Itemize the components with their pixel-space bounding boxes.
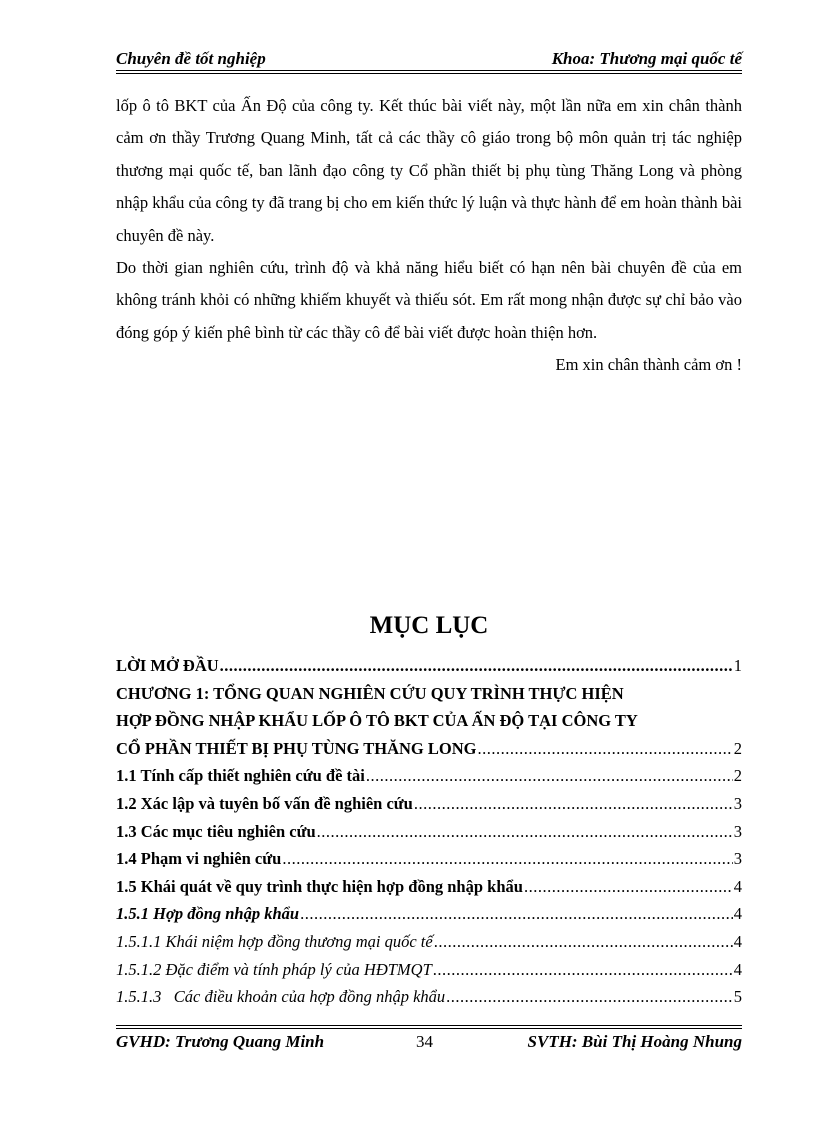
- toc-entry-text: 1.2 Xác lập và tuyên bố vấn đề nghiên cứu: [116, 793, 413, 813]
- page-number: 34: [416, 1032, 433, 1051]
- footer-right-text: SVTH: Bùi Thị Hoàng Nhung: [527, 1032, 742, 1051]
- toc-chapter-line-2[interactable]: HỢP ĐỒNG NHẬP KHẨU LỐP Ô TÔ BKT CỦA ẤN ĐỘ TẠI CÔNG TY: [116, 711, 638, 731]
- toc-entry-intro[interactable]: [116, 652, 742, 680]
- toc-entry-page: 3: [733, 821, 742, 841]
- toc-entry-page: 1: [733, 656, 742, 675]
- toc-leader-dots: [446, 983, 733, 1011]
- header-rule-thin: [116, 73, 742, 74]
- thanks-line: Em xin chân thành cảm ơn !: [555, 355, 742, 375]
- toc-entry-text: 1.5.1.1 Khái niệm hợp đồng thương mại quốc tế: [116, 931, 433, 951]
- toc-entry-text: 1.4 Phạm vi nghiên cứu: [116, 849, 282, 869]
- toc-entry-text: 1.1 Tính cấp thiết nghiên cứu đề tài: [116, 766, 365, 786]
- toc-entry-1-1[interactable]: [116, 762, 742, 790]
- toc-leader-dots: [477, 735, 732, 763]
- toc-entry-text: 1.5.1.2 Đặc điểm và tính pháp lý của HĐTMQT: [116, 959, 432, 979]
- toc-entry-page: 2: [733, 738, 742, 758]
- toc-leader-dots: [220, 652, 733, 680]
- toc-entry-1-5-1-3[interactable]: [116, 983, 742, 1011]
- footer-left-text: GVHD: Trương Quang Minh: [116, 1032, 325, 1051]
- body-text: [116, 90, 742, 382]
- toc-entry-text: 1.5.1 Hợp đồng nhập khẩu: [116, 904, 300, 924]
- toc-entry-1-5-1-1[interactable]: [116, 928, 742, 956]
- footer-rule-thick: [116, 1028, 742, 1029]
- toc-entry-1-3[interactable]: [116, 818, 742, 846]
- paragraph-2: Do thời gian nghiên cứu, trình độ và khả năng hiểu biết có hạn nên bài chuyên đề của em không tránh khỏi có những khiếm khuyết và thiếu sót. Em rất mong nhận được sự chỉ bảo vào đóng góp ý kiến phê bình từ các thầy cô để bài viết được hoàn thiện hơn.: [116, 258, 742, 342]
- toc-leader-dots: [524, 873, 733, 901]
- toc-leader-dots: [433, 956, 733, 984]
- toc-entry-page: 4: [733, 959, 742, 979]
- toc-entry-text: 1.5 Khái quát về quy trình thực hiện hợp đồng nhập khẩu: [116, 876, 523, 896]
- paragraph-1: lốp ô tô BKT của Ấn Độ của công ty. Kết thúc bài viết này, một lần nữa em xin chân thành cảm ơn thầy Trương Quang Minh, tất cả các thầy cô giáo trong bộ môn quản trị tác nghiệp thương mại quốc tế, ban lãnh đạo công ty Cổ phần thiết bị phụ tùng Thăng Long và phòng nhập khẩu của công ty đã trang bị cho em kiến thức lý luận và thực hành để em hoàn thành bài chuyên đề này.: [116, 96, 742, 245]
- toc-entry-text: LỜI MỞ ĐẦU: [116, 656, 219, 675]
- toc-entry-1-2[interactable]: [116, 790, 742, 818]
- header-rule-thick: [116, 70, 742, 71]
- toc-entry-1-4[interactable]: [116, 845, 742, 873]
- toc-leader-dots: [366, 762, 733, 790]
- toc-title: MỤC LỤC: [369, 612, 489, 639]
- toc-entry-1-5-1[interactable]: [116, 900, 742, 928]
- toc-leader-dots: [317, 818, 733, 846]
- header-right-text: Khoa: Thương mại quốc tế: [551, 49, 742, 68]
- toc-chapter-line-3[interactable]: [116, 735, 742, 763]
- page-footer: [116, 1032, 742, 1056]
- toc-entry-page: 3: [733, 849, 742, 869]
- table-of-contents: [116, 652, 742, 1011]
- toc-entry-text: 1.5.1.3 Các điều khoản của hợp đồng nhập khẩu: [116, 987, 446, 1007]
- toc-leader-dots: [414, 790, 733, 818]
- toc-entry-text: CỔ PHẦN THIẾT BỊ PHỤ TÙNG THĂNG LONG: [116, 738, 477, 758]
- toc-leader-dots: [300, 900, 733, 928]
- toc-entry-1-5[interactable]: [116, 873, 742, 901]
- toc-entry-page: 4: [733, 931, 742, 951]
- toc-entry-text: 1.3 Các mục tiêu nghiên cứu: [116, 821, 316, 841]
- toc-entry-page: 4: [733, 904, 742, 924]
- toc-chapter-line-1[interactable]: CHƯƠNG 1: TỔNG QUAN NGHIÊN CỨU QUY TRÌNH THỰC HIỆN: [116, 683, 624, 703]
- toc-entry-page: 3: [733, 793, 742, 813]
- footer-rule-thin: [116, 1025, 742, 1026]
- toc-entry-1-5-1-2[interactable]: [116, 956, 742, 984]
- toc-leader-dots: [282, 845, 732, 873]
- toc-leader-dots: [434, 928, 733, 956]
- toc-entry-page: 5: [733, 987, 742, 1007]
- toc-entry-page: 4: [733, 876, 742, 896]
- toc-entry-page: 2: [733, 766, 742, 786]
- header-left-text: Chuyên đề tốt nghiệp: [116, 49, 266, 68]
- page-header: [116, 46, 742, 70]
